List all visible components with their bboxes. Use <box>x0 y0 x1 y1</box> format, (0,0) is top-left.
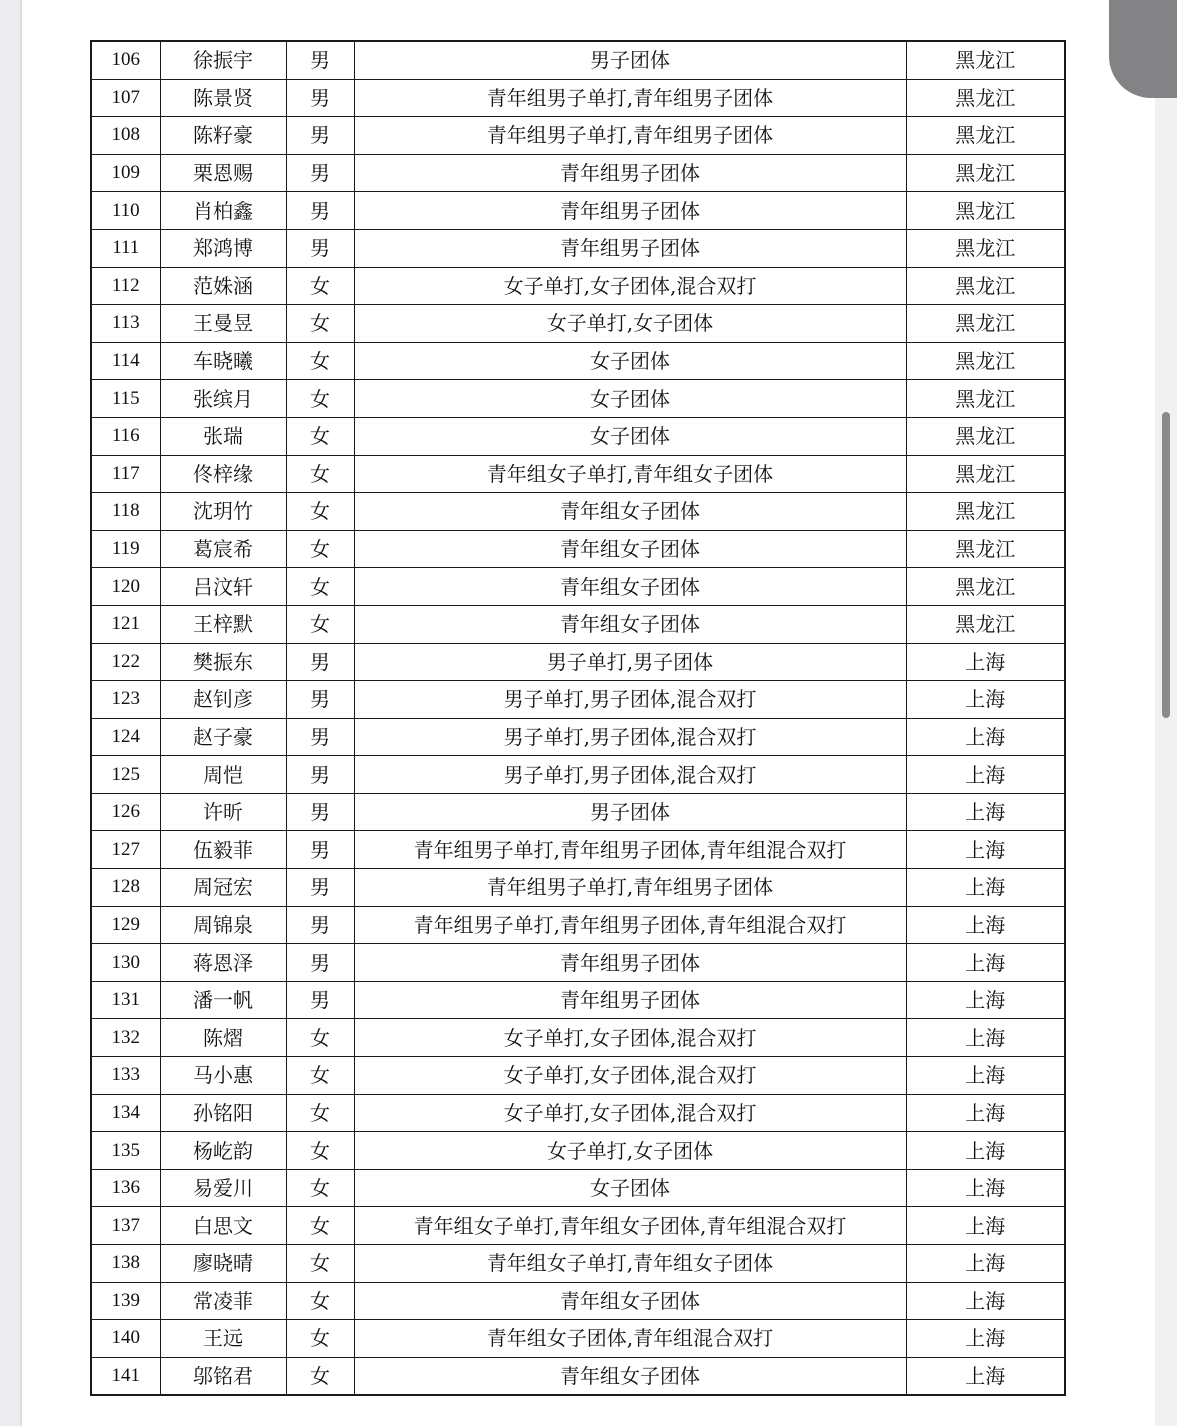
cell-events: 男子团体 <box>354 793 906 831</box>
cell-team: 黑龙江 <box>906 267 1065 305</box>
cell-gender: 男 <box>286 117 354 155</box>
cell-events: 女子单打,女子团体,混合双打 <box>354 267 906 305</box>
table-row <box>91 1169 1065 1207</box>
cell-team: 黑龙江 <box>906 605 1065 643</box>
cell-gender: 男 <box>286 906 354 944</box>
cell-name: 常凌菲 <box>160 1282 286 1320</box>
table-row <box>91 229 1065 267</box>
cell-team: 上海 <box>906 981 1065 1019</box>
cell-name: 周锦泉 <box>160 906 286 944</box>
table-row <box>91 192 1065 230</box>
cell-name: 王梓默 <box>160 605 286 643</box>
cell-number: 122 <box>91 643 160 681</box>
cell-events: 青年组女子团体,青年组混合双打 <box>354 1320 906 1358</box>
cell-events: 男子单打,男子团体,混合双打 <box>354 681 906 719</box>
cell-events: 青年组男子单打,青年组男子团体,青年组混合双打 <box>354 906 906 944</box>
table-row <box>91 154 1065 192</box>
cell-gender: 男 <box>286 793 354 831</box>
cell-number: 128 <box>91 869 160 907</box>
cell-name: 赵钊彦 <box>160 681 286 719</box>
cell-number: 140 <box>91 1320 160 1358</box>
cell-team: 上海 <box>906 1282 1065 1320</box>
cell-name: 樊振东 <box>160 643 286 681</box>
cell-gender: 女 <box>286 1282 354 1320</box>
cell-name: 张瑞 <box>160 417 286 455</box>
cell-number: 126 <box>91 793 160 831</box>
cell-team: 黑龙江 <box>906 342 1065 380</box>
cell-gender: 女 <box>286 455 354 493</box>
cell-gender: 男 <box>286 192 354 230</box>
table-row <box>91 267 1065 305</box>
cell-number: 136 <box>91 1169 160 1207</box>
cell-events: 男子单打,男子团体,混合双打 <box>354 756 906 794</box>
cell-number: 132 <box>91 1019 160 1057</box>
cell-number: 127 <box>91 831 160 869</box>
cell-events: 青年组男子团体 <box>354 192 906 230</box>
cell-events: 男子团体 <box>354 41 906 79</box>
cell-team: 上海 <box>906 906 1065 944</box>
cell-team: 黑龙江 <box>906 229 1065 267</box>
cell-gender: 女 <box>286 1320 354 1358</box>
cell-gender: 女 <box>286 380 354 418</box>
cell-name: 潘一帆 <box>160 981 286 1019</box>
cell-gender: 女 <box>286 530 354 568</box>
cell-gender: 男 <box>286 944 354 982</box>
cell-name: 徐振宇 <box>160 41 286 79</box>
table-row <box>91 493 1065 531</box>
cell-number: 134 <box>91 1094 160 1132</box>
cell-name: 许昕 <box>160 793 286 831</box>
cell-gender: 男 <box>286 869 354 907</box>
cell-gender: 女 <box>286 342 354 380</box>
cell-name: 周冠宏 <box>160 869 286 907</box>
cell-events: 青年组男子单打,青年组男子团体 <box>354 79 906 117</box>
cell-events: 女子团体 <box>354 1169 906 1207</box>
cell-name: 周恺 <box>160 756 286 794</box>
cell-team: 上海 <box>906 1057 1065 1095</box>
table-row <box>91 117 1065 155</box>
table-row <box>91 906 1065 944</box>
cell-team: 黑龙江 <box>906 455 1065 493</box>
cell-name: 张缤月 <box>160 380 286 418</box>
cell-events: 女子单打,女子团体 <box>354 305 906 343</box>
cell-name: 邬铭君 <box>160 1357 286 1395</box>
table-row <box>91 305 1065 343</box>
cell-number: 118 <box>91 493 160 531</box>
cell-number: 135 <box>91 1132 160 1170</box>
cell-number: 110 <box>91 192 160 230</box>
cell-events: 青年组女子团体 <box>354 530 906 568</box>
cell-gender: 女 <box>286 1245 354 1283</box>
cell-events: 女子团体 <box>354 380 906 418</box>
cell-gender: 男 <box>286 831 354 869</box>
table-row <box>91 756 1065 794</box>
cell-events: 青年组女子团体 <box>354 1357 906 1395</box>
cell-team: 上海 <box>906 1132 1065 1170</box>
cell-team: 上海 <box>906 718 1065 756</box>
page-corner-tab <box>1109 0 1177 98</box>
cell-events: 青年组男子单打,青年组男子团体,青年组混合双打 <box>354 831 906 869</box>
cell-gender: 女 <box>286 305 354 343</box>
table-row <box>91 41 1065 79</box>
cell-team: 上海 <box>906 1207 1065 1245</box>
cell-number: 109 <box>91 154 160 192</box>
cell-events: 青年组女子单打,青年组女子团体 <box>354 455 906 493</box>
cell-team: 黑龙江 <box>906 568 1065 606</box>
cell-events: 青年组男子团体 <box>354 981 906 1019</box>
cell-name: 车晓曦 <box>160 342 286 380</box>
cell-number: 108 <box>91 117 160 155</box>
cell-number: 129 <box>91 906 160 944</box>
table-row <box>91 681 1065 719</box>
cell-events: 女子单打,女子团体 <box>354 1132 906 1170</box>
cell-events: 女子团体 <box>354 342 906 380</box>
cell-gender: 女 <box>286 1169 354 1207</box>
cell-gender: 女 <box>286 1207 354 1245</box>
cell-team: 上海 <box>906 1169 1065 1207</box>
cell-team: 黑龙江 <box>906 154 1065 192</box>
table-row <box>91 1357 1065 1395</box>
cell-name: 郑鸿博 <box>160 229 286 267</box>
cell-events: 青年组男子团体 <box>354 229 906 267</box>
cell-number: 106 <box>91 41 160 79</box>
cell-gender: 女 <box>286 605 354 643</box>
cell-team: 上海 <box>906 1094 1065 1132</box>
cell-gender: 男 <box>286 643 354 681</box>
table-row <box>91 1320 1065 1358</box>
cell-events: 青年组女子团体 <box>354 1282 906 1320</box>
roster-table-body <box>91 41 1065 1395</box>
cell-name: 伍毅菲 <box>160 831 286 869</box>
cell-name: 马小惠 <box>160 1057 286 1095</box>
table-row <box>91 1094 1065 1132</box>
cell-gender: 男 <box>286 229 354 267</box>
table-row <box>91 981 1065 1019</box>
table-row <box>91 79 1065 117</box>
cell-number: 119 <box>91 530 160 568</box>
cell-gender: 女 <box>286 267 354 305</box>
cell-team: 黑龙江 <box>906 117 1065 155</box>
cell-number: 121 <box>91 605 160 643</box>
cell-team: 上海 <box>906 944 1065 982</box>
cell-number: 137 <box>91 1207 160 1245</box>
cell-name: 王远 <box>160 1320 286 1358</box>
table-row <box>91 718 1065 756</box>
vertical-scrollbar-track[interactable] <box>1155 98 1177 1426</box>
cell-team: 黑龙江 <box>906 417 1065 455</box>
cell-team: 黑龙江 <box>906 192 1065 230</box>
cell-number: 133 <box>91 1057 160 1095</box>
cell-name: 肖柏鑫 <box>160 192 286 230</box>
cell-events: 青年组女子团体 <box>354 568 906 606</box>
cell-name: 范姝涵 <box>160 267 286 305</box>
cell-number: 138 <box>91 1245 160 1283</box>
cell-gender: 女 <box>286 417 354 455</box>
cell-events: 青年组男子团体 <box>354 944 906 982</box>
cell-number: 115 <box>91 380 160 418</box>
cell-gender: 男 <box>286 154 354 192</box>
cell-name: 易爱川 <box>160 1169 286 1207</box>
cell-gender: 男 <box>286 756 354 794</box>
cell-number: 116 <box>91 417 160 455</box>
cell-name: 葛宸希 <box>160 530 286 568</box>
cell-events: 男子单打,男子团体 <box>354 643 906 681</box>
cell-events: 青年组女子团体 <box>354 493 906 531</box>
cell-name: 栗恩赐 <box>160 154 286 192</box>
cell-team: 上海 <box>906 1019 1065 1057</box>
cell-gender: 女 <box>286 1094 354 1132</box>
cell-number: 120 <box>91 568 160 606</box>
cell-events: 女子单打,女子团体,混合双打 <box>354 1057 906 1095</box>
cell-number: 123 <box>91 681 160 719</box>
cell-events: 女子团体 <box>354 417 906 455</box>
cell-number: 111 <box>91 229 160 267</box>
cell-team: 黑龙江 <box>906 530 1065 568</box>
cell-team: 上海 <box>906 869 1065 907</box>
cell-name: 陈景贤 <box>160 79 286 117</box>
table-row <box>91 342 1065 380</box>
cell-name: 陈熠 <box>160 1019 286 1057</box>
cell-events: 青年组男子单打,青年组男子团体 <box>354 869 906 907</box>
cell-name: 佟梓缘 <box>160 455 286 493</box>
cell-events: 青年组女子单打,青年组女子团体 <box>354 1245 906 1283</box>
table-row <box>91 1132 1065 1170</box>
table-row <box>91 530 1065 568</box>
cell-events: 青年组男子团体 <box>354 154 906 192</box>
cell-name: 陈籽豪 <box>160 117 286 155</box>
cell-number: 125 <box>91 756 160 794</box>
table-row <box>91 869 1065 907</box>
cell-name: 蒋恩泽 <box>160 944 286 982</box>
cell-team: 上海 <box>906 1320 1065 1358</box>
cell-gender: 男 <box>286 681 354 719</box>
cell-gender: 女 <box>286 1019 354 1057</box>
cell-number: 124 <box>91 718 160 756</box>
table-row <box>91 643 1065 681</box>
cell-number: 130 <box>91 944 160 982</box>
table-row <box>91 605 1065 643</box>
cell-gender: 女 <box>286 1057 354 1095</box>
cell-gender: 女 <box>286 568 354 606</box>
cell-events: 女子单打,女子团体,混合双打 <box>354 1019 906 1057</box>
cell-number: 114 <box>91 342 160 380</box>
cell-number: 113 <box>91 305 160 343</box>
cell-name: 沈玥竹 <box>160 493 286 531</box>
cell-name: 王曼昱 <box>160 305 286 343</box>
cell-gender: 男 <box>286 718 354 756</box>
cell-gender: 男 <box>286 981 354 1019</box>
cell-name: 赵子豪 <box>160 718 286 756</box>
cell-team: 黑龙江 <box>906 305 1065 343</box>
cell-team: 上海 <box>906 681 1065 719</box>
cell-gender: 女 <box>286 1357 354 1395</box>
cell-events: 青年组女子团体 <box>354 605 906 643</box>
table-row <box>91 1245 1065 1283</box>
vertical-scrollbar-thumb[interactable] <box>1162 412 1170 718</box>
table-row <box>91 1057 1065 1095</box>
cell-gender: 男 <box>286 41 354 79</box>
table-row <box>91 417 1065 455</box>
cell-team: 上海 <box>906 643 1065 681</box>
cell-team: 上海 <box>906 1245 1065 1283</box>
table-row <box>91 1282 1065 1320</box>
cell-team: 上海 <box>906 831 1065 869</box>
cell-team: 上海 <box>906 793 1065 831</box>
table-row <box>91 831 1065 869</box>
cell-number: 107 <box>91 79 160 117</box>
table-row <box>91 1019 1065 1057</box>
cell-gender: 女 <box>286 493 354 531</box>
cell-number: 112 <box>91 267 160 305</box>
cell-team: 黑龙江 <box>906 79 1065 117</box>
cell-number: 117 <box>91 455 160 493</box>
table-row <box>91 944 1065 982</box>
cell-number: 141 <box>91 1357 160 1395</box>
cell-name: 白思文 <box>160 1207 286 1245</box>
cell-team: 上海 <box>906 756 1065 794</box>
cell-team: 上海 <box>906 1357 1065 1395</box>
cell-name: 杨屹韵 <box>160 1132 286 1170</box>
table-row <box>91 793 1065 831</box>
roster-table <box>90 40 1066 1396</box>
cell-name: 吕汶轩 <box>160 568 286 606</box>
cell-events: 青年组男子单打,青年组男子团体 <box>354 117 906 155</box>
cell-name: 廖晓晴 <box>160 1245 286 1283</box>
cell-name: 孙铭阳 <box>160 1094 286 1132</box>
cell-team: 黑龙江 <box>906 493 1065 531</box>
cell-team: 黑龙江 <box>906 41 1065 79</box>
cell-gender: 女 <box>286 1132 354 1170</box>
table-row <box>91 455 1065 493</box>
cell-number: 139 <box>91 1282 160 1320</box>
cell-events: 男子单打,男子团体,混合双打 <box>354 718 906 756</box>
cell-team: 黑龙江 <box>906 380 1065 418</box>
table-row <box>91 380 1065 418</box>
cell-gender: 男 <box>286 79 354 117</box>
cell-events: 青年组女子单打,青年组女子团体,青年组混合双打 <box>354 1207 906 1245</box>
table-row <box>91 1207 1065 1245</box>
cell-number: 131 <box>91 981 160 1019</box>
table-row <box>91 568 1065 606</box>
cell-events: 女子单打,女子团体,混合双打 <box>354 1094 906 1132</box>
